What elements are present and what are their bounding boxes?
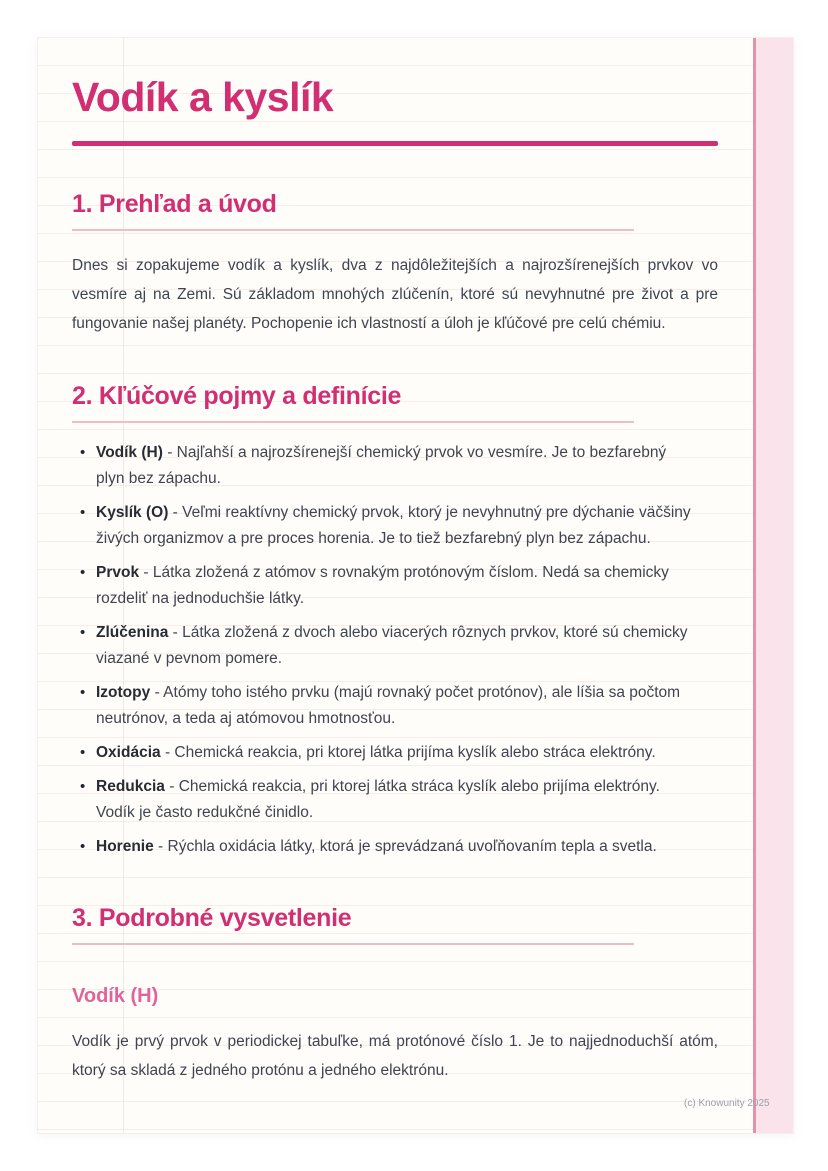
title-divider bbox=[72, 141, 718, 146]
definition: - Látka zložená z dvoch alebo viacerých rôznych prvkov, ktoré sú chemicky viazané v pevnom pomere. bbox=[96, 624, 688, 667]
bullet-icon: • bbox=[80, 504, 86, 521]
definition: - Látka zložená z atómov s rovnakým protónovým číslom. Nedá sa chemicky rozdeliť na jednoduchšie látky. bbox=[96, 564, 669, 607]
list-item-text bbox=[96, 834, 696, 860]
definition: - Chemická reakcia, pri ktorej látka stráca kyslík alebo prijíma elektróny. Vodík je často redukčné činidlo. bbox=[96, 778, 660, 821]
copyright-watermark: (c) Knowunity 2025 bbox=[684, 1098, 770, 1109]
details-paragraph: Vodík je prvý prvok v periodickej tabuľke, má protónové číslo 1. Je to najjednoduchší atóm, ktorý sa skladá z jedného protónu a jedného elektrónu. bbox=[72, 1033, 718, 1079]
document-content bbox=[72, 38, 718, 1085]
list-item-text bbox=[96, 620, 696, 672]
list-item-text bbox=[96, 740, 696, 766]
term: Kyslík (O) bbox=[96, 504, 169, 521]
section-divider bbox=[72, 943, 634, 945]
list-item bbox=[72, 680, 718, 732]
section-divider bbox=[72, 421, 634, 423]
subsection-heading-hydrogen: Vodík (H) bbox=[72, 985, 159, 1007]
list-item-text bbox=[96, 560, 696, 612]
term: Horenie bbox=[96, 838, 154, 855]
term: Zlúčenina bbox=[96, 624, 169, 641]
term: Vodík (H) bbox=[96, 444, 163, 461]
concept-list bbox=[72, 440, 718, 860]
definition: - Najľahší a najrozšírenejší chemický prvok vo vesmíre. Je to bezfarebný plyn bez zápachu. bbox=[96, 444, 667, 487]
section-heading-overview: 1. Prehľad a úvod bbox=[72, 190, 277, 218]
section-heading-concepts: 2. Kľúčové pojmy a definície bbox=[72, 382, 402, 410]
definition: - Atómy toho istého prvku (majú rovnaký počet protónov), ale líšia sa počtom neutrónov, a teda aj atómovou hmotnosťou. bbox=[96, 684, 681, 727]
list-item bbox=[72, 560, 718, 612]
list-item bbox=[72, 500, 718, 552]
term: Izotopy bbox=[96, 684, 151, 701]
bullet-icon: • bbox=[80, 624, 86, 641]
page-edge-strip bbox=[753, 38, 793, 1133]
list-item-text bbox=[96, 680, 696, 732]
bullet-icon: • bbox=[80, 838, 86, 855]
section-heading-details: 3. Podrobné vysvetlenie bbox=[72, 904, 352, 932]
definition: - Chemická reakcia, pri ktorej látka prijíma kyslík alebo stráca elektróny. bbox=[164, 744, 656, 761]
bullet-icon: • bbox=[80, 744, 86, 761]
definition: - Veľmi reaktívny chemický prvok, ktorý je nevyhnutný pre dýchanie väčšiny živých organizmov a pre proces horenia. Je to tiež bezfarebný plyn bez zápachu. bbox=[96, 504, 691, 547]
list-item bbox=[72, 740, 718, 766]
list-item bbox=[72, 620, 718, 672]
bullet-icon: • bbox=[80, 444, 86, 461]
list-item bbox=[72, 774, 718, 826]
intro-paragraph: Dnes si zopakujeme vodík a kyslík, dva z najdôležitejších a najrozšírenejších prvkov vo vesmíre aj na Zemi. Sú základom mnohých zlúčenín, ktoré sú nevyhnutné pre život a pre fungovanie našej planéty. Pochopenie ich vlastností a úloh je kľúčové pre celú chémiu. bbox=[72, 257, 718, 332]
term: Prvok bbox=[96, 564, 140, 581]
bullet-icon: • bbox=[80, 564, 86, 581]
section-divider bbox=[72, 229, 634, 231]
list-item-text bbox=[96, 440, 696, 492]
page-title: Vodík a kyslík bbox=[72, 74, 334, 120]
definition: - Rýchla oxidácia látky, ktorá je sprevádzaná uvoľňovaním tepla a svetla. bbox=[158, 838, 657, 855]
list-item-text bbox=[96, 774, 696, 826]
list-item bbox=[72, 834, 718, 860]
list-item-text bbox=[96, 500, 696, 552]
term: Redukcia bbox=[96, 778, 165, 795]
list-item bbox=[72, 440, 718, 492]
bullet-icon: • bbox=[80, 684, 86, 701]
term: Oxidácia bbox=[96, 744, 161, 761]
bullet-icon: • bbox=[80, 778, 86, 795]
document-page bbox=[38, 38, 793, 1133]
